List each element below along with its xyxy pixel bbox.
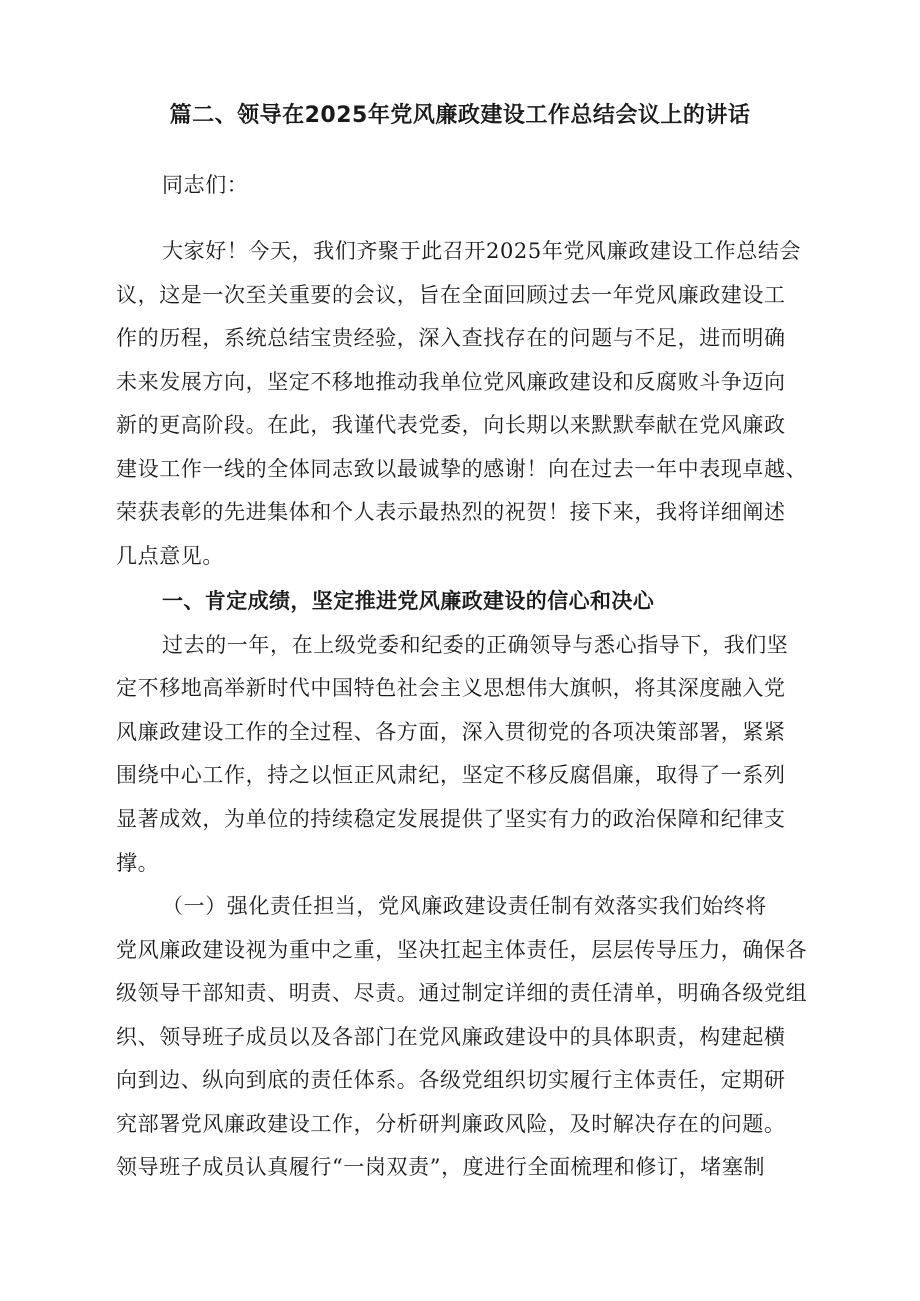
salutation: 同志们： xyxy=(162,173,249,197)
paragraph-line: 级领导干部知责、明责、尽责。通过制定详细的责任清单，明确各级党组 xyxy=(116,981,808,1005)
paragraph-line: 未来发展方向，坚定不移地推动我单位党风廉政建设和反腐败斗争迈向 xyxy=(116,370,786,394)
paragraph-line: 领导班子成员认真履行“一岗双责”，度进行全面梳理和修订，堵塞制 xyxy=(116,1155,766,1179)
paragraph-line: 议，这是一次至关重要的会议，旨在全面回顾过去一年党风廉政建设工 xyxy=(116,283,786,307)
paragraph-line: 作的历程，系统总结宝贵经验，深入查找存在的问题与不足，进而明确 xyxy=(116,326,786,350)
section-heading: 一、肯定成绩，坚定推进党风廉政建设的信心和决心 xyxy=(162,589,655,613)
subsection-heading: （一）强化责任担当，党风廉政建设责任制有效落实我们始终将 xyxy=(162,894,767,918)
paragraph-line: 建设工作一线的全体同志致以最诚挚的感谢！向在过去一年中表现卓越、 xyxy=(116,457,808,481)
document-title: 篇二、领导在2025年党风廉政建设工作总结会议上的讲话 xyxy=(169,103,751,128)
paragraph-line: 究部署党风廉政建设工作，分析研判廉政风险，及时解决存在的问题。 xyxy=(116,1112,786,1136)
paragraph-line: 撑。 xyxy=(116,851,160,875)
paragraph-line: 过去的一年，在上级党委和纪委的正确领导与悉心指导下，我们坚 xyxy=(162,633,789,657)
paragraph-line: 风廉政建设工作的全过程、各方面，深入贯彻党的各项决策部署，紧紧 xyxy=(116,720,786,744)
paragraph-line: 几点意见。 xyxy=(116,544,224,568)
paragraph-line: 围绕中心工作，持之以恒正风肃纪，坚定不移反腐倡廉，取得了一系列 xyxy=(116,763,786,787)
paragraph-line: 定不移地高举新时代中国特色社会主义思想伟大旗帜，将其深度融入党 xyxy=(116,676,786,700)
paragraph-line: 荣获表彰的先进集体和个人表示最热烈的祝贺！接下来，我将详细阐述 xyxy=(116,500,786,524)
paragraph-line: 向到边、纵向到底的责任体系。各级党组织切实履行主体责任，定期研 xyxy=(116,1068,786,1092)
paragraph-line: 显著成效，为单位的持续稳定发展提供了坚实有力的政治保障和纪律支 xyxy=(116,807,786,831)
paragraph-line: 党风廉政建设视为重中之重，坚决扛起主体责任，层层传导压力，确保各 xyxy=(116,938,808,962)
paragraph-line: 大家好！今天，我们齐聚于此召开2025年党风廉政建设工作总结会 xyxy=(162,239,802,263)
paragraph-line: 新的更高阶段。在此，我谨代表党委，向长期以来默默奉献在党风廉政 xyxy=(116,413,786,437)
paragraph-line: 织、领导班子成员以及各部门在党风廉政建设中的具体职责，构建起横 xyxy=(116,1025,786,1049)
